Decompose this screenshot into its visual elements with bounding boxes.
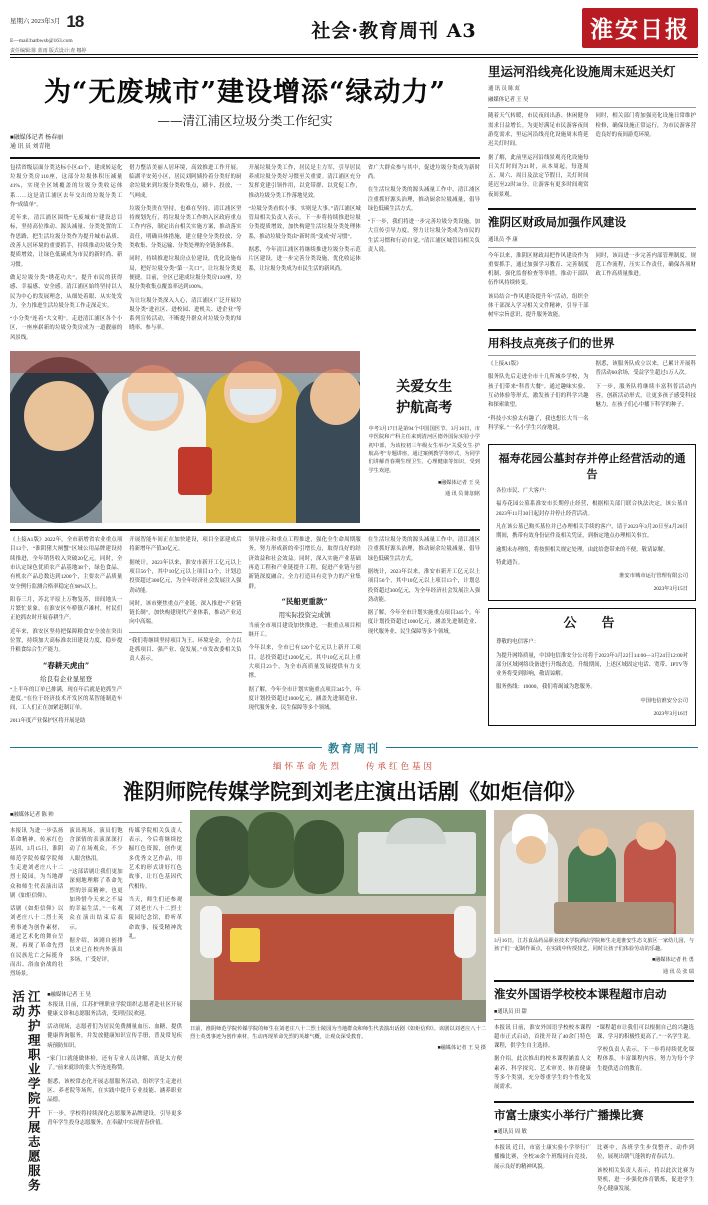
lead-subhead: ——清江浦区垃圾分类工作纪实	[157, 112, 333, 128]
edu-photo-1-caption: 日前，淮阴师范学院传媒学院的师生在刘老庄八十二烈士陵园为当地群众和师生代表演出话剧《如炬信仰》。该剧以刘老庄八十二烈士英勇事迹为创作素材，生动再现革命先烈的英雄气概，让观众深受教育。	[190, 1025, 486, 1041]
paragraph: “下一步，我们将进一步完善垃圾分类设施，加大宣传引导力度，努力让垃圾分类成为市民的生活习惯和行动自觉。”清江浦区城管局相关负责人说。	[367, 219, 480, 254]
notice-box-1	[488, 444, 696, 601]
paragraph: 垃圾分类贵在坚持，也难在坚持。清江浦区坚持规划先行，将垃圾分类工作纳入区政府重点工作内容，制定出台相关实施方案，推动落实责任，明确具体措施，建立健全分类投放、分类收集、分类运输、分类处理的全链条体系。	[129, 205, 242, 250]
edu-photo-1-block	[190, 810, 486, 1205]
left-lower-col-4	[368, 536, 480, 731]
lead-photo-block	[10, 351, 480, 523]
edu-photo-2-caption: 3月16日，江苏食品药品职业技术学院酒店学院师生走进淮安生态文旅区一家幼儿园，与孩子们一起制作面点，在实践中传授技艺，同时让孩子们体验劳动的乐趣。	[494, 937, 694, 953]
edu-article-2-title: 市富士康实小举行广播操比赛	[494, 1107, 644, 1122]
paragraph: 2011年度产业保护区将开展是助	[10, 718, 86, 725]
notice-1-signature-date: 2023年3月15日	[653, 586, 688, 593]
divider	[494, 1019, 694, 1020]
paragraph: 据悉，今年清江浦区将继续推进垃圾分类示范片区建设，进一步完善分类设施，优化收运体系，让垃圾分类成为市民生活的新风尚。	[248, 247, 361, 272]
edu-byline: ■融媒体记者 陈 帅	[10, 811, 54, 818]
lead-photo	[10, 351, 360, 523]
paragraph: 省广大群众参与其中，促进垃圾分类成为新时尚。	[367, 164, 480, 180]
paragraph: 活动现场，志愿者们为居民免费测量血压、血糖，提供健康咨询服务，并发放健康知识宣传手册，普及常见疾病预防知识。	[47, 1024, 182, 1049]
left-lower-minihead-2: “民船更重款”	[281, 596, 328, 606]
lead-byline	[10, 134, 480, 153]
photo-title-line2: 护航高考	[396, 400, 453, 417]
paragraph: 做足垃圾分类“绣花功夫”，提升市民的获得感、幸福感、安全感。清江浦区始终坚持以人民为中心的发展理念，从细处着眼、从实处发力，全力推进生活垃圾分类工作走深走实。	[10, 274, 123, 309]
paragraph: 随着天气转暖，市民夜间出游、休闲健身需求日益增长。为更好满足市民游客夜间游览需求，里运河沿线亮化设施周末将延迟关灯时间。	[488, 113, 589, 148]
paragraph: 据悉，该服务队成立以来，已累计开展科普活动60余场，受益学生超过1万人次。	[595, 361, 696, 377]
right-article-1-byline-1: 通 讯 员 陈 虹	[488, 86, 521, 93]
paragraph: 尊敬的电信客户：	[496, 639, 540, 646]
right-article-2	[488, 215, 696, 325]
right-article-1	[488, 64, 696, 205]
lead-body-col-1	[10, 164, 122, 347]
edu-article-1-body	[494, 1024, 694, 1097]
band-line-left	[10, 747, 322, 748]
edu-kickers	[10, 760, 698, 774]
paragraph: 福寿花园公墓系淮安市长期停止经营，根据相关部门联合执法决定，该公墓自2023年11月30日起封存并停止经营活动。	[496, 501, 688, 517]
vertical-article-byline: ■融媒体记者 王 昊	[47, 991, 91, 998]
lead-photo-credit-1: ■融媒体记者 王 昊	[437, 479, 480, 486]
left-lower-minihead: “春耕天虎由”	[43, 660, 90, 670]
right-article-2-body	[488, 252, 696, 325]
paragraph: 该局结合“作风建设提升年”活动，组织全体干部深入学习相关文件精神，引导干部树牢宗旨意识，提升服务效能。	[488, 293, 589, 319]
edu-photo-2	[494, 810, 694, 934]
paragraph: 近年来，淮安区坚持把保障粮食安全放在突出位置，持续加大高标准农田建设力度，稳步提升粮食综合生产能力。	[10, 628, 123, 654]
notice-box-2	[488, 608, 696, 726]
edu-headline: 淮阴师院传媒学院到刘老庄演出话剧《如炬信仰》	[123, 778, 585, 804]
vertical-article	[10, 990, 182, 1205]
paragraph	[488, 360, 589, 369]
divider	[488, 247, 696, 248]
notice-2-signature-org: 中国电信淮安分公司	[640, 697, 688, 704]
edu-article-1-byline: ■通讯员 田 甜	[494, 1008, 527, 1015]
paragraph: 据统计，2023年以来，淮安市新开工亿元以上项目56个，其中10亿元以上项目13个，计划总投资超过300亿元，为全年经济社会发展注入强劲动能。	[367, 568, 480, 603]
edu-photo-1-credit: ■融媒体记者 王 昊 摄	[437, 1045, 486, 1052]
edu-article-2-body	[494, 1144, 694, 1198]
continuation-note: 《上接A1版》	[488, 361, 522, 368]
masthead-email: E—mail:hatbwsb@163.com	[10, 37, 73, 44]
left-lower-sub-2: 用实际投资完成镇	[278, 611, 331, 619]
paragraph: “家门口就能做体检，还有专业人员讲解，真是太方便了。”前来就诊的张大爷连连称赞。	[47, 1056, 182, 1072]
paragraph: 《上接A1版》2022年，全市新增省农业重点项目13个，“淮阴猪大闸蟹”区域公用品牌建设持续推进，全年销售收入突破20亿元。同时，全市认定绿色优质农产品基地38个，绿色食品、有机农产品总数达到1200个，主要农产品质量安全例行监测合格率稳定在98%以上。	[10, 537, 123, 590]
paragraph: 开展垃圾分类工作，居民是主力军，引导居民养成垃圾分类好习惯至关重要。清江浦区充分发挥党建引领作用，以党带群、以党促工作，推动垃圾分类工作落地见效。	[248, 164, 361, 199]
lead-byline-1: ■融媒体记者 杨春丽	[10, 134, 64, 141]
divider	[494, 1101, 694, 1103]
edu-article-1	[494, 987, 694, 1097]
paragraph: 包括省级层面分类达标小区43个，建成转运化垃圾分类房110座，这部分垃圾体积压减量41%，实现全区域覆盖的垃圾分类收运体系……这是清江浦区去年交出的垃圾分类工作“成绩单”。	[10, 164, 123, 208]
paragraph: “上半年的订单已排满，现在年后就是抢抓生产进度。”在位于经济技术开发区的某智能制造车间，工人们正在加紧赶制订单。	[10, 686, 123, 712]
main-columns	[10, 64, 698, 731]
paragraph: 据悉，该校常态化开展志愿服务活动，组织学生走进社区、养老院等场所，在实践中提升专业技能、涵养职业品德。	[47, 1078, 182, 1104]
divider	[494, 980, 694, 982]
masthead-rule-thin	[10, 57, 698, 58]
edu-kicker-right: 传承红色基因	[366, 761, 436, 772]
paragraph: 同时，相关部门将加强亮化设施日常维护检修，确保设施正常运行，为市民游客营造良好的夜间游览环境。	[595, 113, 696, 138]
left-lower-col-2	[129, 536, 241, 731]
paragraph: 同时，该市聚焦重点产业链，深入推进“产业链链长制”，加快构建现代产业体系，推动产业迈向中高端。	[129, 600, 242, 626]
paragraph: 同时，持续推进垃圾房点位建设，优化设施布局，把好垃圾分类“第一关口”，让垃圾分类更便捷。目前，全区已建成垃圾分类房110座，垃圾分类收集点覆盖率达到100%。	[129, 256, 242, 291]
masthead-editors: 责任编辑:陈 蓝雨 版式设计:查 娜婷	[10, 48, 87, 54]
divider	[488, 329, 696, 331]
divider	[129, 632, 241, 633]
edu-grid	[10, 810, 698, 1205]
paragraph: “课程超市让我们可以根据自己的兴趣选课，学习的积极性更高了。”一名学生说。	[597, 1024, 694, 1040]
paragraph: 演出现场，演员们饱含深情的表演深深打动了在场观众，不少人眼含热泪。	[69, 827, 123, 862]
paragraph: 今年以来，淮阴区财政局把作风建设作为重要抓手，通过加强学习教育、完善制度机制、强化监督检查等举措，推动干部队伍作风持续转变。	[488, 252, 589, 287]
paragraph: 下一步，服务队将继续丰富科普活动内容，创新活动形式，让更多孩子感受科技魅力，在孩子们心中播下科学的种子。	[595, 383, 696, 409]
masthead-left	[10, 6, 240, 55]
right-article-2-byline: 通讯员 李 康	[488, 236, 518, 243]
divider	[488, 208, 696, 210]
paragraph: 为提升网络质量，中国电信淮安分公司将于2023年3月22日14:00—3月24日12:00对部分区域网络设备进行升级改造。升级期间，上述区域固定电话、宽带、IPTV等业务将受到影响，敬请谅解。	[496, 652, 688, 678]
paragraph: 凡在该公墓已购买墓位并已办理相关手续的客户，请于2023年3月20日至4月20日期间，携带有效身份证件及相关凭证，到指定地点办理相关事宜。	[496, 523, 688, 540]
paragraph: 为让垃圾分类深入人心，清江浦区广泛开展垃圾分类“进社区、进校园、进机关、进企业”等系列宣传活动，不断提升群众对垃圾分类的知晓率、参与率。	[129, 297, 242, 332]
edu-left-cols	[10, 827, 182, 984]
edu-right-block	[494, 810, 694, 1205]
lead-byline-2: 通 讯 员 刘青艳	[10, 144, 51, 151]
edu-kicker-left: 缅怀革命先烈	[272, 761, 342, 772]
right-article-1-byline-2: 融媒体记者 王 昊	[488, 97, 529, 104]
paragraph: 同时，该局进一步完善内部管理制度，规范工作流程，压实工作责任，确保各项财政工作高质量推进。	[595, 252, 696, 278]
notice-2-title: 公 告	[563, 616, 621, 632]
right-article-3-body	[488, 360, 696, 437]
paragraph: 各位市民、广大客户：	[496, 488, 550, 495]
paragraph: 据统计，2023年以来，淮安市新开工亿元以上项目56个，其中10亿元以上项目13个，计划总投资超过300亿元，为全年经济社会发展注入强劲动能。	[129, 559, 242, 594]
paragraph: 话剧《如炬信仰》以刘老庄八十二烈士英勇事迹为创作素材，通过艺术化的舞台呈现，再现了革命先烈在民族危亡之际挺身而出、浴血奋战的壮烈场景。	[10, 906, 64, 978]
lead-body-col-3	[249, 164, 361, 347]
edu-photo-2-credit-2: 通 讯 员 张 瑞	[662, 968, 694, 975]
divider	[488, 355, 696, 356]
lead-headline: 为“无废城市”建设增添“绿动力”	[43, 76, 447, 108]
left-column	[10, 64, 480, 731]
paragraph: 该校相关负责人表示，将以此次比赛为契机，进一步强化体育锻炼，促进学生身心健康发展。	[597, 1167, 694, 1193]
paragraph: 在生活垃圾分类的源头减量工作中，清江浦区注重抓好源头治理，推动厨余垃圾减量，倡导绿色低碳生活方式。	[367, 537, 480, 562]
publication-date: 星期六 2023年3月	[10, 17, 61, 25]
left-lower-col-1	[10, 536, 122, 731]
left-lower-body	[10, 536, 480, 731]
paragraph: 逾期未办理的，将按照相关规定处理。由此给您带来的不便，敬请谅解。	[496, 546, 669, 553]
edu-article-1-title: 淮安外国语学校校本课程超市启动	[494, 987, 667, 1002]
paragraph: “小分类”连着“大文明”。走进清江浦区各个小区，一座座崭新的垃圾分类房成为一道靓丽的风景线。	[10, 316, 123, 341]
masthead-center	[240, 6, 548, 43]
edu-photo-1	[190, 810, 486, 1022]
lead-photo-credit-2: 通 讯 员 陈加铭	[444, 491, 480, 498]
divider	[10, 822, 182, 823]
paragraph: 借力整洁美丽人居环境，高效推进工作开展。临湖平安苑小区，居民刘阿姨拎着分类好的厨余垃圾来到垃圾分类收集点，刷卡、投放，一气呵成。	[129, 164, 242, 199]
paragraph: 服务队先后走进全市十几所城乡学校，为孩子们带来“科普大餐”。通过趣味实验、互动体验等形式，激发孩子们的科学兴趣和探索欲望。	[488, 374, 589, 409]
paragraph: 据介绍，此次推出的校本课程涵盖人文素养、科学探究、艺术审美、体育健康等多个类别，充分尊重学生的个性化发展需求。	[494, 1056, 591, 1091]
notice-2-signature-date: 2023年3月16日	[653, 710, 688, 717]
left-lower-rule	[10, 529, 480, 531]
paragraph: 阳春三月，苏北平原上万物复苏，田间地头一片繁忙景象。在淮安区车桥镇卢滩村，村民们正抢抓农时开展春耕生产。	[10, 596, 123, 622]
lead-body-col-2	[129, 164, 241, 347]
divider	[494, 1139, 694, 1140]
edu-article-2-byline: ■通讯员 周 敏	[494, 1129, 527, 1136]
edu-left-block	[10, 810, 182, 1205]
right-article-1-body	[488, 112, 696, 204]
paragraph: “我们将继续坚持项目为王、环境是金，全力以赴抓项目、强产业、促发展。”市发改委相关负责人表示。	[129, 637, 242, 663]
paragraph: 比赛中，各班学生步伐整齐、动作到位，展现出朝气蓬勃的青春活力。	[597, 1145, 694, 1161]
paragraph: 本报讯 日前，江苏护理职业学院组织志愿者赴社区开展健康义诊和志愿服务活动，受到居民欢迎。	[47, 1001, 182, 1017]
left-lower-sub: 给良有企业显星登	[40, 675, 93, 683]
right-article-2-title: 淮阴区财政局加强作风建设	[488, 215, 626, 230]
vertical-article-title: 江苏护理职业学院开展志愿服务活动	[10, 989, 42, 1193]
divider	[488, 107, 696, 108]
notice-1-title: 福寿花园公墓封存并停止经营活动的通告	[498, 452, 686, 481]
masthead	[10, 6, 698, 52]
lead-photo-sidebar	[368, 351, 480, 523]
left-lower-col-3	[249, 536, 361, 731]
right-column	[488, 64, 696, 731]
paragraph: 本报讯 近日，市富士康实验小学举行广播操比赛，全校30余个班级同台竞技，展示良好的精神风貌。	[494, 1145, 591, 1170]
paragraph: “这部话剧让我们更加深刻地理解了革命先烈的崇高精神，也更加珍惜今天来之不易的幸福生活。”一名观众在演出结束后表示。	[69, 868, 123, 931]
right-article-3-title: 用科技点亮孩子们的世界	[488, 335, 615, 350]
right-article-3	[488, 336, 696, 438]
paragraph: 据了解，今年全市计划实施重点项目345个，年度计划投资超过1000亿元，涵盖先进制造业、现代服务业、民生保障等多个领域。	[248, 686, 361, 712]
paragraph: 今年以来，全市已有120个亿元以上新开工项目，总投资超过1200亿元，其中10亿元以上重大项目23个，为全市高质量发展提供有力支撑。	[248, 645, 361, 680]
paragraph: “科技小实验太有趣了，我也想长大当一名科学家。”一名小学生兴奋地说。	[488, 415, 589, 431]
photo-title-line1: 关爱女生	[396, 379, 453, 396]
paragraph: 近年来，清江浦区围绕“无废城市”建设总目标，坚持高位推动、源头减量、分类处置的工作思路，把生活垃圾分类作为提升城市品质、改善人居环境的重要抓手，持续推动垃圾分类提质增效，让绿色低碳成为市民的新时尚、新习惯。	[10, 215, 123, 268]
notice-1-signature-org: 淮安市城市运行管理有限公司	[619, 573, 688, 580]
newspaper-nameplate: 淮安日报	[582, 8, 698, 48]
right-article-1-title: 里运河沿线亮化设施周末延迟关灯	[488, 63, 676, 79]
paragraph: 据了解，今年全市计划实施重点项目345个，年度计划投资超过1000亿元，涵盖先进制造业、现代服务业、民生保障等多个领域。	[367, 610, 480, 635]
education-section-band	[10, 740, 698, 756]
paragraph: 本报讯 日前，淮安外国语学校校本课程超市正式启动，首批开设了40余门特色课程，供学生自主选择。	[494, 1024, 591, 1050]
lead-photo-caption: 中考3月17日是第94个中国国医节。3月16日，市中医院和产科主任来到清河区德外国际实验小学初中部，为该校初三年级女生举办“关爱女生·护航高考”专题讲座，通过案例教学等形式，为同学们讲解青春期生理卫生、心理健康等知识，受到学生欢迎。	[368, 426, 480, 474]
paragraph: 特此通告。	[496, 559, 523, 566]
paragraph: 本报讯 为进一步弘扬革命精神，传承红色基因，3月15日，淮阴师范学院传媒学院师生走进刘老庄八十二烈士陵园，为当地群众和师生代表演出话剧《如炬信仰》。	[10, 827, 64, 899]
paragraph: 传媒学院相关负责人表示，今后将继续挖掘红色资源，创作更多优秀文艺作品，用艺术的形式讲好红色故事，让红色基因代代相传。	[128, 827, 182, 890]
paragraph: 当天，师生们还参观了刘老庄八十二烈士陵园纪念馆，聆听革命故事，接受精神洗礼。	[128, 896, 182, 941]
paragraph: 领导批示和重点工程推进，强化全生命周期服务，努力形成新的牵引增长点，取得良好的经济效益和社会效益。同时，深入实施产业基础再造工程和产业链提升工程，促进产业链与创新链深度融合，全力打造具有竞争力的产业集群。	[248, 537, 361, 590]
lead-body	[10, 164, 480, 347]
masthead-right	[548, 6, 698, 48]
paragraph: 服务热线：10000，我们将竭诚为您服务。	[496, 684, 596, 691]
paragraph: 当前全市项目建设加快推进，一批重点项目相继开工。	[248, 622, 361, 639]
paragraph: 在生活垃圾分类的源头减量工作中，清江浦区注重抓好源头治理，推动厨余垃圾减量，倡导绿色低碳生活方式。	[367, 187, 480, 212]
lead-body-col-4	[368, 164, 480, 347]
band-line-right	[386, 747, 698, 748]
edu-article-2	[494, 1108, 694, 1199]
education-band-label: 教育周刊	[328, 741, 380, 755]
paragraph: 开展智能车间正在加快建设，项目全部建成后将新增年产值30亿元。	[129, 537, 242, 553]
paragraph: 下一步，学校将持续深化志愿服务品牌建设，引导更多青年学生投身志愿服务，在奉献中实现青春价值。	[47, 1110, 182, 1126]
section-title: 社会·教育周刊 A3	[311, 20, 477, 42]
paragraph: 据了解，此前里运河沿线景观亮化设施每日关灯时间为21时，从本周起，每逢周五、周六、周日及法定节假日，关灯时间延迟至22时30分，让游客有更多时间观赏夜间景观。	[488, 154, 589, 198]
page-number: 18	[66, 12, 84, 31]
paragraph: 据介绍，该剧自创排以来已在校内外演出多场，广受好评。	[69, 938, 123, 963]
edu-photo-2-credit-1: ■融媒体记者 杜 勇	[651, 957, 694, 964]
paragraph: “垃圾分类看似小事，实则是大事。”清江浦区城管局相关负责人表示，下一步将持续推进垃圾分类提质增效，加快构建生活垃圾分类处理体系，推动垃圾分类由“新时尚”变成“好习惯”。	[248, 205, 361, 240]
lead-rule	[10, 157, 480, 159]
paragraph: 学校负责人表示，下一步将持续优化课程体系，丰富课程内容，努力为每个学生提供适合的教育。	[597, 1047, 694, 1072]
